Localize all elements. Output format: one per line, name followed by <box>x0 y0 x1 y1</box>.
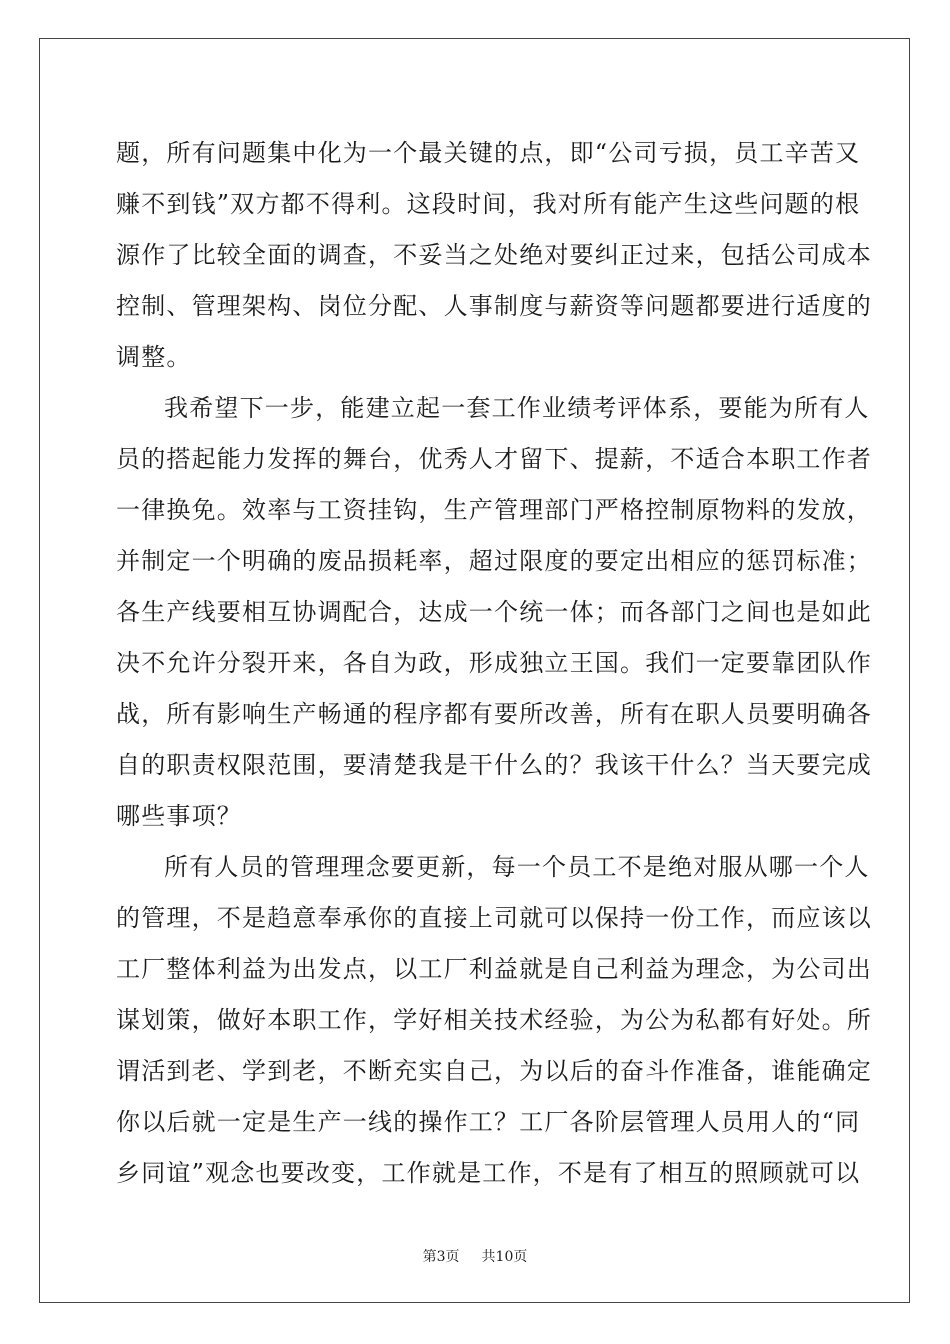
text-line: 控制、管理架构、岗位分配、人事制度与薪资等问题都要进行适度的 <box>116 292 872 320</box>
text-line: 源作了比较全面的调查，不妥当之处绝对要纠正过来，包括公司成本 <box>116 241 872 269</box>
text-line: 工厂整体利益为出发点，以工厂利益就是自己利益为理念，为公司出 <box>116 955 872 983</box>
text-line: 你以后就一定是生产一线的操作工？工厂各阶层管理人员用人的“同 <box>116 1108 861 1136</box>
page-total: 共10页 <box>481 1249 528 1265</box>
paragraph-2 <box>116 383 872 842</box>
text-line: 赚不到钱”双方都不得利。这段时间，我对所有能产生这些问题的根 <box>116 190 861 218</box>
text-line: 决不允许分裂开来，各自为政，形成独立王国。我们一定要靠团队作 <box>116 649 872 677</box>
text-line: 我希望下一步，能建立起一套工作业绩考评体系，要能为所有人 <box>164 394 870 422</box>
paragraph-3 <box>116 842 872 1199</box>
text-line: 自的职责权限范围，要清楚我是干什么的？我该干什么？当天要完成 <box>116 751 872 779</box>
text-line: 的管理，不是趋意奉承你的直接上司就可以保持一份工作，而应该以 <box>116 904 872 932</box>
text-line: 乡同谊”观念也要改变，工作就是工作，不是有了相互的照顾就可以 <box>116 1159 861 1187</box>
text-line: 并制定一个明确的废品损耗率，超过限度的要定出相应的惩罚标准； <box>116 547 872 575</box>
page-footer <box>0 1247 950 1267</box>
text-line: 战，所有影响生产畅通的程序都有要所改善，所有在职人员要明确各 <box>116 700 872 728</box>
text-line: 题，所有问题集中化为一个最关键的点，即“公司亏损，员工辛苦又 <box>116 139 861 167</box>
paragraph-1 <box>116 128 872 383</box>
text-line: 一律换免。效率与工资挂钩，生产管理部门严格控制原物料的发放， <box>116 496 872 524</box>
text-line: 所有人员的管理理念要更新，每一个员工不是绝对服从哪一个人 <box>164 853 870 881</box>
document-body <box>116 128 872 1199</box>
page-number: 第3页 <box>422 1249 460 1265</box>
text-line: 哪些事项？ <box>116 802 242 830</box>
text-line: 谋划策，做好本职工作，学好相关技术经验，为公为私都有好处。所 <box>116 1006 872 1034</box>
text-line: 调整。 <box>116 343 192 371</box>
text-line: 谓活到老、学到老，不断充实自己，为以后的奋斗作准备，谁能确定 <box>116 1057 872 1085</box>
text-line: 各生产线要相互协调配合，达成一个统一体；而各部门之间也是如此 <box>116 598 872 626</box>
text-line: 员的搭起能力发挥的舞台，优秀人才留下、提薪，不适合本职工作者 <box>116 445 872 473</box>
